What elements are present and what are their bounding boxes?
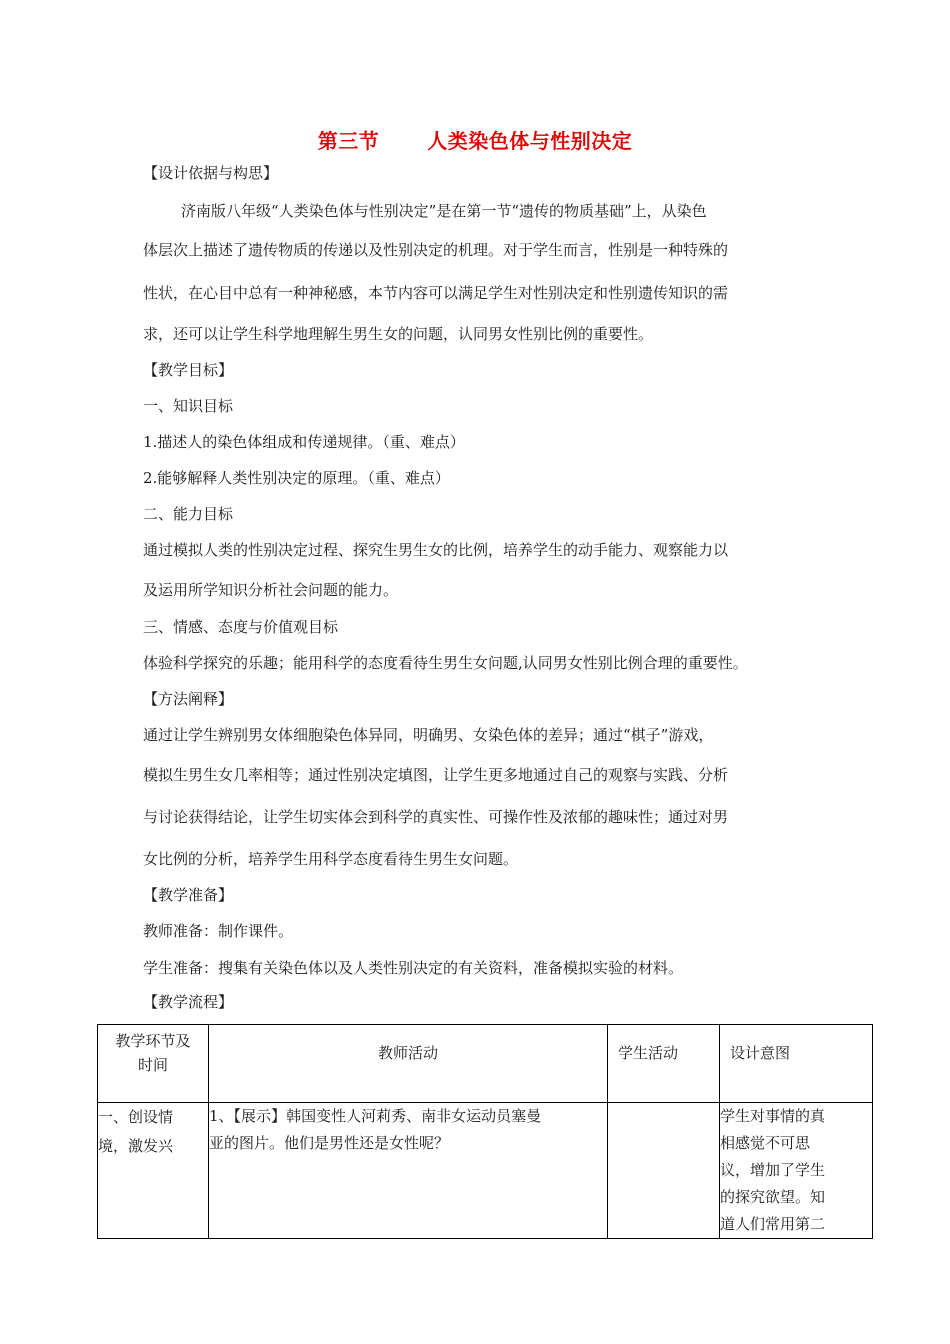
paragraph-line: 性状，在心目中总有一种神秘感，本节内容可以满足学生对性别决定和性别遗传知识的需 [143,284,729,302]
student-activity-cell [608,1103,720,1239]
teaching-flow-table [97,1024,873,1239]
teacher-activity-cell: 1、【展示】韩国变性人河莉秀、南非女运动员塞曼 亚的图片。他们是男性还是女性呢？ [209,1103,608,1239]
header-teacher-activity: 教师活动 [209,1025,608,1103]
paragraph-line: 通过模拟人类的性别决定过程、探究生男生女的比例，培养学生的动手能力、观察能力以 [143,541,729,559]
method-heading: 【方法阐释】 [143,690,234,708]
paragraph-line: 女比例的分析，培养学生用科学态度看待生男生女问题。 [143,850,519,868]
design-intent-cell: 学生对事情的真 相感觉不可思 议，增加了学生 的探究欲望。知 道人们常用第二 [720,1103,873,1239]
emotion-title: 三、情感、态度与价值观目标 [143,618,339,636]
flow-heading: 【教学流程】 [143,993,234,1011]
section-name: 人类染色体与性别决定 [427,129,633,153]
student-preparation: 学生准备：搜集有关染色体以及人类性别决定的有关资料，准备模拟实验的材料。 [143,959,684,977]
knowledge-title: 一、知识目标 [143,397,234,415]
paragraph-line: 及运用所学知识分析社会问题的能力。 [143,581,399,599]
objectives-heading: 【教学目标】 [143,361,234,379]
header-design-intent: 设计意图 [720,1025,873,1103]
paragraph-line: 与讨论获得结论，让学生切实体会到科学的真实性、可操作性及浓郁的趣味性；通过对男 [143,808,729,826]
stage-cell: 一、创设情 境，激发兴 [98,1103,209,1239]
paragraph-line: 通过让学生辨别男女体细胞染色体异同，明确男、女染色体的差异；通过“棋子”游戏， [143,726,714,744]
section-number: 第三节 [317,129,380,153]
table-row [98,1103,873,1239]
table-header-row [98,1025,873,1103]
paragraph-line: 体验科学探究的乐趣；能用科学的态度看待生男生女问题,认同男女性别比例合理的重要性。 [143,654,748,672]
design-basis-heading: 【设计依据与构思】 [143,164,279,182]
paragraph-line: 模拟生男生女几率相等；通过性别决定填图，让学生更多地通过自己的观察与实践、分析 [143,766,729,784]
paragraph-line: 求，还可以让学生科学地理解生男生女的问题，认同男女性别比例的重要性。 [143,325,654,343]
preparation-heading: 【教学准备】 [143,886,234,904]
ability-title: 二、能力目标 [143,505,234,523]
page-title [0,125,950,154]
header-stage: 教学环节及 时间 [98,1025,209,1103]
show-tag: 【展示】 [233,1107,287,1125]
paragraph-line: 体层次上描述了遗传物质的传递以及性别决定的机理。对于学生而言，性别是一种特殊的 [143,241,729,259]
teacher-preparation: 教师准备：制作课件。 [143,922,294,940]
header-student-activity: 学生活动 [608,1025,720,1103]
knowledge-item: 1.描述人的染色体组成和传递规律。（重、难点） [143,433,465,451]
paragraph-line: 济南版八年级“人类染色体与性别决定”是在第一节“遗传的物质基础”上，从染色 [181,202,707,220]
knowledge-item: 2.能够解释人类性别决定的原理。（重、难点） [143,469,450,487]
